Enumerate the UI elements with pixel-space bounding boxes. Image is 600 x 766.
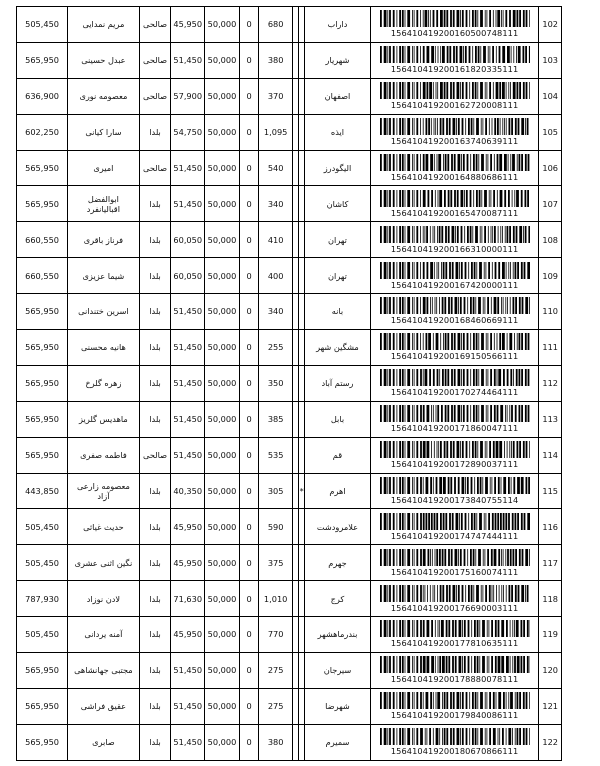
distance-cell: 385 xyxy=(259,401,293,437)
recipient-name-cell: عقیق فراشی xyxy=(68,688,140,724)
recipient-name-cell: سارا کیانی xyxy=(68,114,140,150)
recipient-name-cell: حدیث غیاثی xyxy=(68,509,140,545)
type-cell: بلدا xyxy=(139,545,171,581)
amount-cell: 51,450 xyxy=(171,437,205,473)
barcode-graphic xyxy=(380,118,530,135)
type-cell: بلدا xyxy=(139,581,171,617)
row-number-cell: 122 xyxy=(539,724,562,760)
table-row xyxy=(17,509,562,545)
distance-cell: 275 xyxy=(259,688,293,724)
row-number-cell: 107 xyxy=(539,186,562,222)
barcode-graphic xyxy=(380,656,530,673)
type-cell: بلدا xyxy=(139,294,171,330)
amount-cell: 60,050 xyxy=(171,258,205,294)
city-cell: اصفهان xyxy=(305,78,370,114)
tracking-code: 156410419200180670866111 xyxy=(390,746,519,757)
total-cell: 505,450 xyxy=(17,509,68,545)
barcode-graphic xyxy=(380,728,530,745)
barcode-cell xyxy=(370,78,539,114)
barcode-cell xyxy=(370,258,539,294)
recipient-name-cell: آمنه یردانی xyxy=(68,617,140,653)
base-fee-cell: 50,000 xyxy=(205,150,240,186)
barcode-cell xyxy=(370,653,539,689)
type-cell: بلدا xyxy=(139,724,171,760)
barcode-cell xyxy=(370,473,539,509)
city-cell: الیگودرز xyxy=(305,150,370,186)
type-cell: بلدا xyxy=(139,653,171,689)
tracking-code: 156410419200173840755114 xyxy=(390,494,519,505)
barcode-graphic xyxy=(380,262,530,279)
type-cell: بلدا xyxy=(139,688,171,724)
total-cell: 505,450 xyxy=(17,7,68,43)
base-fee-cell: 50,000 xyxy=(205,545,240,581)
base-fee-cell: 50,000 xyxy=(205,473,240,509)
total-cell: 443,850 xyxy=(17,473,68,509)
distance-cell: 680 xyxy=(259,7,293,43)
table-row xyxy=(17,617,562,653)
zero-cell: 0 xyxy=(239,186,258,222)
tracking-code: 156410419200178880078111 xyxy=(390,674,519,685)
city-cell: بندرماهشهر xyxy=(305,617,370,653)
barcode-graphic xyxy=(380,513,530,530)
zero-cell: 0 xyxy=(239,258,258,294)
mark-cell: * xyxy=(299,473,305,509)
row-number-cell: 116 xyxy=(539,509,562,545)
zero-cell: 0 xyxy=(239,401,258,437)
amount-cell: 45,950 xyxy=(171,7,205,43)
type-cell: بلدا xyxy=(139,401,171,437)
total-cell: 787,930 xyxy=(17,581,68,617)
row-number-cell: 117 xyxy=(539,545,562,581)
recipient-name-cell: شیما عزیزی xyxy=(68,258,140,294)
tracking-code: 156410419200167420000111 xyxy=(390,279,519,290)
barcode-cell xyxy=(370,617,539,653)
table-row xyxy=(17,114,562,150)
zero-cell: 0 xyxy=(239,365,258,401)
total-cell: 565,950 xyxy=(17,401,68,437)
tracking-code: 156410419200174747444111 xyxy=(390,530,519,541)
row-number-cell: 110 xyxy=(539,294,562,330)
barcode-cell xyxy=(370,294,539,330)
total-cell: 565,950 xyxy=(17,186,68,222)
type-cell: بلدا xyxy=(139,365,171,401)
distance-cell: 305 xyxy=(259,473,293,509)
type-cell: بلدا xyxy=(139,114,171,150)
amount-cell: 45,950 xyxy=(171,617,205,653)
base-fee-cell: 50,000 xyxy=(205,437,240,473)
row-number-cell: 121 xyxy=(539,688,562,724)
tracking-code: 156410419200165470087111 xyxy=(390,207,519,218)
distance-cell: 370 xyxy=(259,78,293,114)
recipient-name-cell: امیری xyxy=(68,150,140,186)
total-cell: 565,950 xyxy=(17,330,68,366)
tracking-code: 156410419200171860047111 xyxy=(390,423,519,434)
base-fee-cell: 50,000 xyxy=(205,688,240,724)
distance-cell: 410 xyxy=(259,222,293,258)
amount-cell: 51,450 xyxy=(171,150,205,186)
distance-cell: 400 xyxy=(259,258,293,294)
amount-cell: 51,450 xyxy=(171,688,205,724)
barcode-graphic xyxy=(380,620,530,637)
zero-cell: 0 xyxy=(239,724,258,760)
recipient-name-cell: معصومه زارعی آزاد xyxy=(68,473,140,509)
type-cell: بلدا xyxy=(139,509,171,545)
zero-cell: 0 xyxy=(239,7,258,43)
row-number-cell: 106 xyxy=(539,150,562,186)
barcode-graphic xyxy=(380,46,530,63)
row-number-cell: 114 xyxy=(539,437,562,473)
amount-cell: 51,450 xyxy=(171,724,205,760)
row-number-cell: 119 xyxy=(539,617,562,653)
distance-cell: 340 xyxy=(259,294,293,330)
base-fee-cell: 50,000 xyxy=(205,7,240,43)
distance-cell: 350 xyxy=(259,365,293,401)
barcode-cell xyxy=(370,545,539,581)
base-fee-cell: 50,000 xyxy=(205,617,240,653)
total-cell: 565,950 xyxy=(17,365,68,401)
city-cell: کاشان xyxy=(305,186,370,222)
row-number-cell: 108 xyxy=(539,222,562,258)
base-fee-cell: 50,000 xyxy=(205,724,240,760)
amount-cell: 51,450 xyxy=(171,294,205,330)
total-cell: 565,950 xyxy=(17,437,68,473)
table-row xyxy=(17,653,562,689)
city-cell: سمیرم xyxy=(305,724,370,760)
recipient-name-cell: ابوالفضل اقبالیانفرد xyxy=(68,186,140,222)
table-row xyxy=(17,78,562,114)
recipient-name-cell: زهره گلرخ xyxy=(68,365,140,401)
recipient-name-cell: فرناز باقری xyxy=(68,222,140,258)
city-cell: رستم آباد xyxy=(305,365,370,401)
type-cell: بلدا xyxy=(139,258,171,294)
table-row xyxy=(17,437,562,473)
distance-cell: 380 xyxy=(259,724,293,760)
base-fee-cell: 50,000 xyxy=(205,114,240,150)
amount-cell: 51,450 xyxy=(171,186,205,222)
table-row xyxy=(17,294,562,330)
barcode-graphic xyxy=(380,585,530,602)
table-row xyxy=(17,330,562,366)
base-fee-cell: 50,000 xyxy=(205,509,240,545)
city-cell: بانه xyxy=(305,294,370,330)
city-cell: شهرضا xyxy=(305,688,370,724)
city-cell: سیرجان xyxy=(305,653,370,689)
table-row xyxy=(17,42,562,78)
zero-cell: 0 xyxy=(239,42,258,78)
tracking-code: 156410419200160500748111 xyxy=(390,28,519,39)
barcode-cell xyxy=(370,724,539,760)
barcode-cell xyxy=(370,581,539,617)
barcode-graphic xyxy=(380,369,530,386)
barcode-graphic xyxy=(380,477,530,494)
recipient-name-cell: فاطمه صفری xyxy=(68,437,140,473)
total-cell: 565,950 xyxy=(17,42,68,78)
city-cell: مشگین شهر xyxy=(305,330,370,366)
distance-cell: 380 xyxy=(259,42,293,78)
type-cell: بلدا xyxy=(139,222,171,258)
amount-cell: 51,450 xyxy=(171,653,205,689)
table-row xyxy=(17,7,562,43)
amount-cell: 51,450 xyxy=(171,330,205,366)
barcode-graphic xyxy=(380,82,530,99)
type-cell: بلدا xyxy=(139,186,171,222)
amount-cell: 57,900 xyxy=(171,78,205,114)
table-row xyxy=(17,401,562,437)
table-row xyxy=(17,545,562,581)
zero-cell: 0 xyxy=(239,78,258,114)
tracking-code: 156410419200179840086111 xyxy=(390,710,519,721)
barcode-graphic xyxy=(380,154,530,171)
tracking-code: 156410419200168460669111 xyxy=(390,315,519,326)
distance-cell: 590 xyxy=(259,509,293,545)
recipient-name-cell: اسرین ختندانی xyxy=(68,294,140,330)
zero-cell: 0 xyxy=(239,222,258,258)
zero-cell: 0 xyxy=(239,617,258,653)
city-cell: علامرودشت xyxy=(305,509,370,545)
amount-cell: 51,450 xyxy=(171,365,205,401)
type-cell: بلدا xyxy=(139,330,171,366)
base-fee-cell: 50,000 xyxy=(205,258,240,294)
barcode-cell xyxy=(370,7,539,43)
barcode-graphic xyxy=(380,692,530,709)
barcode-cell xyxy=(370,401,539,437)
row-number-cell: 113 xyxy=(539,401,562,437)
table-row xyxy=(17,258,562,294)
base-fee-cell: 50,000 xyxy=(205,186,240,222)
distance-cell: 770 xyxy=(259,617,293,653)
type-cell: صالحی xyxy=(139,7,171,43)
recipient-name-cell: مریم نمدایی xyxy=(68,7,140,43)
recipient-name-cell: مجتبی جهانشاهی xyxy=(68,653,140,689)
shipment-table xyxy=(16,6,562,761)
base-fee-cell: 50,000 xyxy=(205,581,240,617)
type-cell: صالحی xyxy=(139,42,171,78)
total-cell: 565,950 xyxy=(17,294,68,330)
row-number-cell: 105 xyxy=(539,114,562,150)
amount-cell: 51,450 xyxy=(171,42,205,78)
total-cell: 565,950 xyxy=(17,653,68,689)
zero-cell: 0 xyxy=(239,653,258,689)
recipient-name-cell: هانیه محسنی xyxy=(68,330,140,366)
tracking-code: 156410419200164880686111 xyxy=(390,171,519,182)
table-row xyxy=(17,473,562,509)
city-cell: کرج xyxy=(305,581,370,617)
tracking-code: 156410419200162720008111 xyxy=(390,100,519,111)
row-number-cell: 102 xyxy=(539,7,562,43)
barcode-graphic xyxy=(380,441,530,458)
total-cell: 660,550 xyxy=(17,222,68,258)
tracking-code: 156410419200166310000111 xyxy=(390,243,519,254)
total-cell: 565,950 xyxy=(17,724,68,760)
zero-cell: 0 xyxy=(239,545,258,581)
tracking-code: 156410419200176690003111 xyxy=(390,602,519,613)
type-cell: صالحی xyxy=(139,437,171,473)
table-row xyxy=(17,186,562,222)
zero-cell: 0 xyxy=(239,114,258,150)
barcode-cell xyxy=(370,330,539,366)
base-fee-cell: 50,000 xyxy=(205,42,240,78)
type-cell: صالحی xyxy=(139,78,171,114)
city-cell: جهرم xyxy=(305,545,370,581)
total-cell: 636,900 xyxy=(17,78,68,114)
type-cell: بلدا xyxy=(139,473,171,509)
table-row xyxy=(17,365,562,401)
zero-cell: 0 xyxy=(239,437,258,473)
table-row xyxy=(17,150,562,186)
total-cell: 565,950 xyxy=(17,688,68,724)
city-cell: داراب xyxy=(305,7,370,43)
row-number-cell: 120 xyxy=(539,653,562,689)
type-cell: صالحی xyxy=(139,150,171,186)
total-cell: 660,550 xyxy=(17,258,68,294)
table-row xyxy=(17,724,562,760)
row-number-cell: 115 xyxy=(539,473,562,509)
recipient-name-cell: ماهدیس گلریز xyxy=(68,401,140,437)
type-cell: بلدا xyxy=(139,617,171,653)
total-cell: 602,250 xyxy=(17,114,68,150)
barcode-cell xyxy=(370,42,539,78)
amount-cell: 51,450 xyxy=(171,401,205,437)
base-fee-cell: 50,000 xyxy=(205,401,240,437)
row-number-cell: 111 xyxy=(539,330,562,366)
base-fee-cell: 50,000 xyxy=(205,222,240,258)
row-number-cell: 104 xyxy=(539,78,562,114)
tracking-code: 156410419200163740639111 xyxy=(390,135,519,146)
tracking-code: 156410419200177810635111 xyxy=(390,638,519,649)
table-row xyxy=(17,581,562,617)
amount-cell: 60,050 xyxy=(171,222,205,258)
zero-cell: 0 xyxy=(239,688,258,724)
base-fee-cell: 50,000 xyxy=(205,365,240,401)
city-cell: تهران xyxy=(305,258,370,294)
amount-cell: 45,950 xyxy=(171,545,205,581)
barcode-cell xyxy=(370,509,539,545)
distance-cell: 1,010 xyxy=(259,581,293,617)
zero-cell: 0 xyxy=(239,294,258,330)
tracking-code: 156410419200169150566111 xyxy=(390,351,519,362)
table-row xyxy=(17,688,562,724)
barcode-graphic xyxy=(380,405,530,422)
total-cell: 505,450 xyxy=(17,617,68,653)
amount-cell: 71,630 xyxy=(171,581,205,617)
zero-cell: 0 xyxy=(239,330,258,366)
row-number-cell: 112 xyxy=(539,365,562,401)
zero-cell: 0 xyxy=(239,473,258,509)
tracking-code: 156410419200172890037111 xyxy=(390,459,519,469)
row-number-cell: 118 xyxy=(539,581,562,617)
barcode-graphic xyxy=(380,190,530,207)
barcode-cell xyxy=(370,150,539,186)
base-fee-cell: 50,000 xyxy=(205,294,240,330)
amount-cell: 40,350 xyxy=(171,473,205,509)
distance-cell: 535 xyxy=(259,437,293,473)
barcode-cell xyxy=(370,186,539,222)
total-cell: 565,950 xyxy=(17,150,68,186)
amount-cell: 45,950 xyxy=(171,509,205,545)
city-cell: قم xyxy=(305,437,370,473)
barcode-graphic xyxy=(380,226,530,243)
base-fee-cell: 50,000 xyxy=(205,330,240,366)
recipient-name-cell: صابری xyxy=(68,724,140,760)
barcode-cell xyxy=(370,365,539,401)
barcode-cell xyxy=(370,437,539,473)
total-cell: 505,450 xyxy=(17,545,68,581)
recipient-name-cell: لادن نوزاد xyxy=(68,581,140,617)
barcode-graphic xyxy=(380,297,530,314)
recipient-name-cell: معصومه نوری xyxy=(68,78,140,114)
zero-cell: 0 xyxy=(239,150,258,186)
table-row xyxy=(17,222,562,258)
recipient-name-cell: عبدل حسینی xyxy=(68,42,140,78)
distance-cell: 1,095 xyxy=(259,114,293,150)
city-cell: اهرم xyxy=(305,473,370,509)
recipient-name-cell: نگین اثنی عشری xyxy=(68,545,140,581)
base-fee-cell: 50,000 xyxy=(205,78,240,114)
barcode-graphic xyxy=(380,10,530,27)
distance-cell: 275 xyxy=(259,653,293,689)
zero-cell: 0 xyxy=(239,509,258,545)
row-number-cell: 109 xyxy=(539,258,562,294)
amount-cell: 54,750 xyxy=(171,114,205,150)
city-cell: شهریار xyxy=(305,42,370,78)
barcode-graphic xyxy=(380,333,530,350)
tracking-code: 156410419200161820335111 xyxy=(390,64,519,75)
tracking-code: 156410419200170274464111 xyxy=(390,387,519,398)
distance-cell: 375 xyxy=(259,545,293,581)
barcode-graphic xyxy=(380,549,530,566)
barcode-cell xyxy=(370,114,539,150)
city-cell: بابل xyxy=(305,401,370,437)
city-cell: ایذه xyxy=(305,114,370,150)
tracking-code: 156410419200175160074111 xyxy=(390,566,519,577)
base-fee-cell: 50,000 xyxy=(205,653,240,689)
barcode-cell xyxy=(370,688,539,724)
distance-cell: 255 xyxy=(259,330,293,366)
row-number-cell: 103 xyxy=(539,42,562,78)
barcode-cell xyxy=(370,222,539,258)
distance-cell: 540 xyxy=(259,150,293,186)
zero-cell: 0 xyxy=(239,581,258,617)
distance-cell: 340 xyxy=(259,186,293,222)
city-cell: تهران xyxy=(305,222,370,258)
